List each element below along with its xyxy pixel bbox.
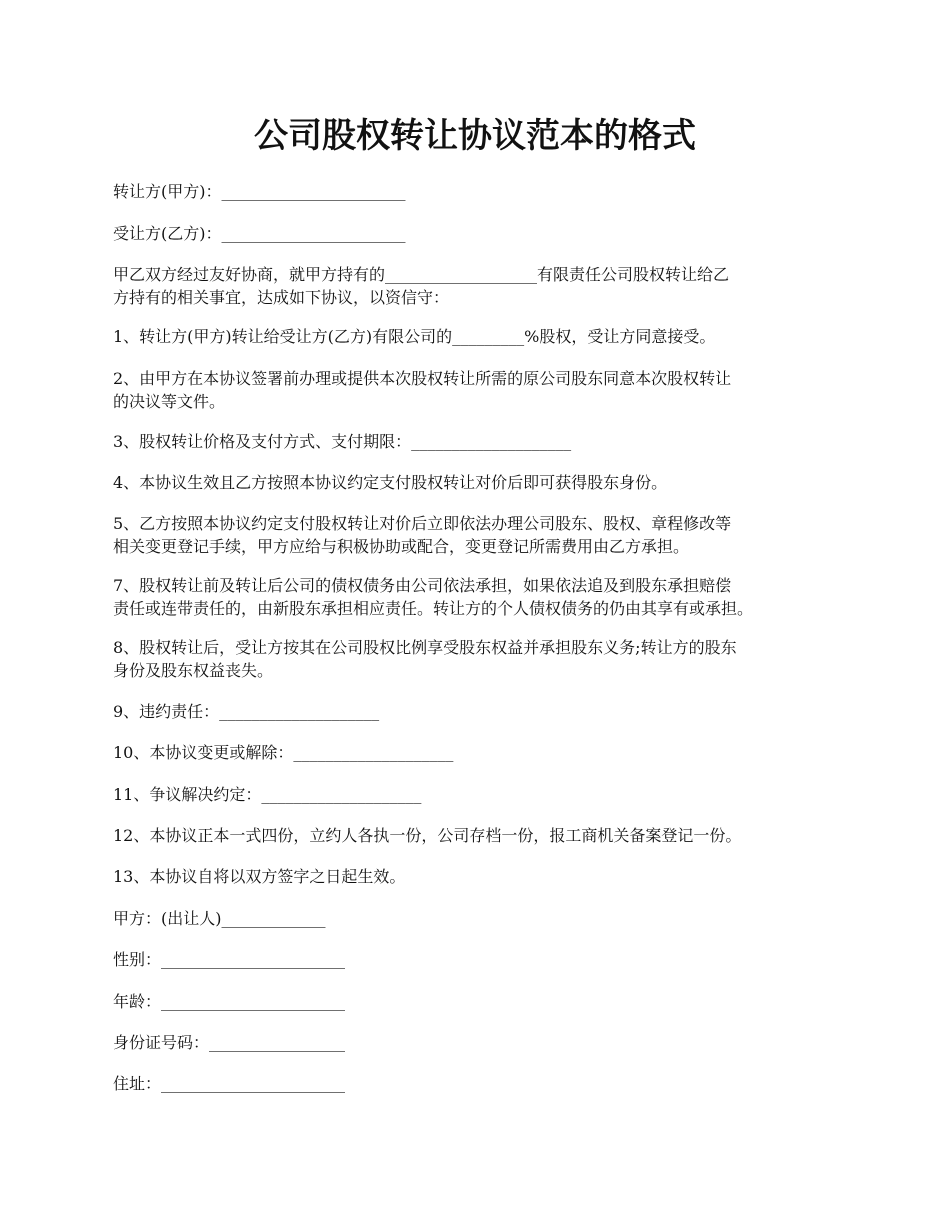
clause-9 <box>113 700 843 723</box>
clause-4 <box>113 471 843 494</box>
text-line: 7、股权转让前及转让后公司的债权债务由公司依法承担，如果依法追及到股东承担赔偿 <box>113 576 732 595</box>
text-line: 转让方(甲方)：_______________________ <box>113 182 406 201</box>
clause-2 <box>113 367 843 413</box>
text-line: 甲方：(出让人)_____________ <box>113 909 326 928</box>
text-line: 身份证号码：_________________ <box>113 1033 346 1052</box>
text-line: 5、乙方按照本协议约定支付股权转让对价后立即依法办理公司股东、股权、章程修改等 <box>113 514 732 533</box>
text-line: 方持有的相关事宜，达成如下协议，以资信守： <box>113 288 450 307</box>
text-line: 13、本协议自将以双方签字之日起生效。 <box>113 867 406 886</box>
text-line: 4、本协议生效且乙方按照本协议约定支付股权转让对价后即可获得股东身份。 <box>113 473 668 492</box>
age-line <box>113 990 843 1013</box>
text-line: 11、争议解决约定：____________________ <box>113 785 422 804</box>
text-line: 受让方(乙方)：_______________________ <box>113 224 406 243</box>
id-number-line <box>113 1031 843 1054</box>
text-line: 年龄：_______________________ <box>113 992 346 1011</box>
gender-line <box>113 948 843 971</box>
text-line: 12、本协议正本一式四份，立约人各执一份，公司存档一份，报工商机关备案登记一份。 <box>113 826 742 845</box>
transferor-line <box>113 180 843 203</box>
address-line <box>113 1072 843 1095</box>
text-line: 的决议等文件。 <box>113 392 226 411</box>
text-line: 9、违约责任：____________________ <box>113 702 380 721</box>
clause-5 <box>113 512 843 558</box>
text-line: 8、股权转让后，受让方按其在公司股权比例享受股东权益并承担股东义务;转让方的股东 <box>113 638 737 657</box>
transferee-line <box>113 222 843 245</box>
party-a-line <box>113 907 843 930</box>
clause-13 <box>113 865 843 888</box>
text-line: 甲乙双方经过友好协商，就甲方持有的___________________有限责任公司股权转让给乙 <box>113 265 730 284</box>
document-title: 公司股权转让协议范本的格式 <box>254 116 696 156</box>
text-line: 身份及股东权益丧失。 <box>113 661 274 680</box>
text-line: 性别：_______________________ <box>113 950 346 969</box>
clause-7 <box>113 574 843 620</box>
clause-12 <box>113 824 843 847</box>
text-line: 相关变更登记手续，甲方应给与积极协助或配合，变更登记所需费用由乙方承担。 <box>113 537 690 556</box>
text-line: 责任或连带责任的，由新股东承担相应责任。转让方的个人债权债务的仍由其享有或承担。 <box>113 599 754 618</box>
text-line: 2、由甲方在本协议签署前办理或提供本次股权转让所需的原公司股东同意本次股权转让 <box>113 369 732 388</box>
clause-1 <box>113 325 843 348</box>
clause-11 <box>113 783 843 806</box>
preamble-paragraph <box>113 263 843 309</box>
clause-8 <box>113 636 843 682</box>
text-line: 3、股权转让价格及支付方式、支付期限：____________________ <box>113 432 572 451</box>
clause-3 <box>113 430 843 453</box>
text-line: 10、本协议变更或解除：____________________ <box>113 743 454 762</box>
text-line: 住址：_______________________ <box>113 1074 346 1093</box>
clause-10 <box>113 741 843 764</box>
text-line: 1、转让方(甲方)转让给受让方(乙方)有限公司的_________%股权，受让方同意接受。 <box>113 327 716 346</box>
